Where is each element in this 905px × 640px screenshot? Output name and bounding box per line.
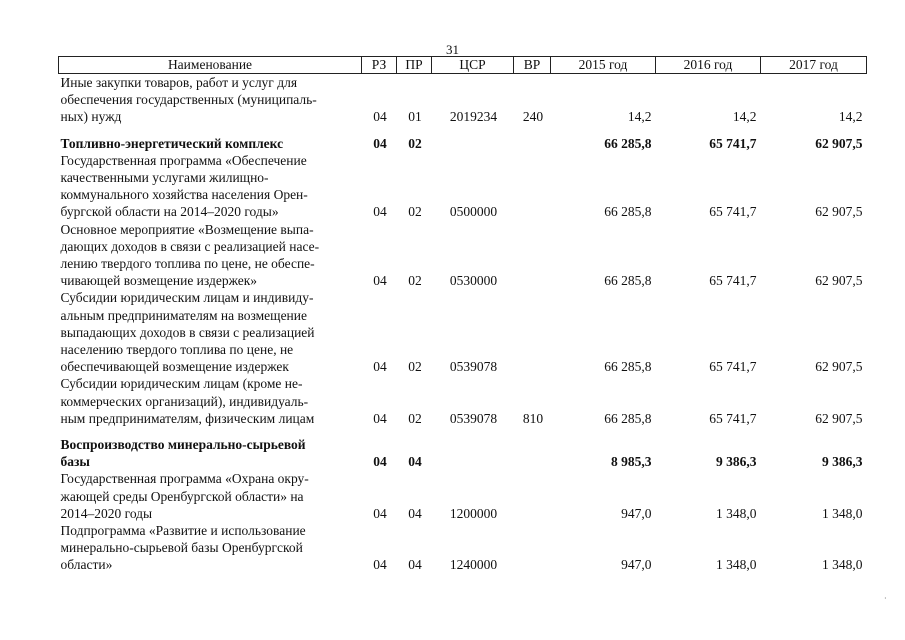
cell-pr: 01	[408, 109, 422, 125]
cell-2015: 947,0	[621, 557, 652, 573]
cell-vr	[514, 289, 551, 375]
header-pr: ПР	[397, 57, 432, 74]
cell-vr	[514, 221, 551, 290]
cell-name: Топливно-энергетический комплекс	[60, 135, 284, 151]
cell-name: Иные закупки товаров, работ и услуг для обеспечения государственных (муниципаль- ных) нужд	[60, 75, 317, 125]
cell-2015: 947,0	[621, 505, 652, 521]
cell-pr: 02	[408, 273, 422, 289]
cell-2017: 14,2	[838, 109, 863, 125]
cell-name: Субсидии юридическим лицам (кроме не- коммерческих организаций), индивидуаль- ным предпринимателям, физическим лицам	[60, 376, 315, 426]
table-row	[59, 152, 867, 221]
cell-rz: 04	[373, 359, 387, 375]
cell-csr: 2019234	[449, 109, 498, 125]
table-row	[59, 427, 867, 470]
cell-rz: 04	[373, 135, 387, 151]
header-2015: 2015 год	[551, 57, 656, 74]
cell-2017: 62 907,5	[815, 410, 863, 426]
cell-vr	[514, 126, 551, 152]
cell-vr	[514, 152, 551, 221]
page-number: 31	[446, 42, 459, 57]
cell-csr: 0539078	[449, 410, 498, 426]
header-csr: ЦСР	[432, 57, 514, 74]
cell-csr	[432, 427, 514, 470]
cell-pr: 04	[408, 454, 422, 470]
cell-rz: 04	[373, 109, 387, 125]
cell-2016: 1 348,0	[716, 557, 757, 573]
cell-2016: 65 741,7	[709, 410, 757, 426]
table-header	[59, 57, 867, 74]
cell-2016: 65 741,7	[709, 204, 757, 220]
header-vr: ВР	[514, 57, 551, 74]
cell-2017: 62 907,5	[815, 273, 863, 289]
budget-table	[58, 56, 867, 574]
cell-2017: 9 386,3	[822, 454, 863, 470]
cell-vr: 810	[522, 410, 544, 426]
cell-2015: 8 985,3	[611, 454, 652, 470]
cell-2016: 65 741,7	[709, 273, 757, 289]
cell-csr	[432, 126, 514, 152]
cell-2015: 14,2	[627, 109, 652, 125]
header-2017: 2017 год	[761, 57, 867, 74]
table-body	[59, 74, 867, 574]
cell-2015: 66 285,8	[604, 410, 652, 426]
cell-name: Субсидии юридическим лицам и индивиду- альным предпринимателям на возмещение выпадающих доходов в связи с реализацией населению твердого топлива по цене, не обеспечивающей возмещение издержек	[60, 290, 315, 375]
table-row	[59, 522, 867, 574]
cell-pr: 02	[408, 135, 422, 151]
cell-2016: 14,2	[732, 109, 757, 125]
cell-2016: 65 741,7	[709, 135, 757, 151]
cell-2015: 66 285,8	[604, 359, 652, 375]
cell-2016: 1 348,0	[716, 505, 757, 521]
cell-vr	[514, 470, 551, 522]
cell-name: Основное мероприятие «Возмещение выпа- дающих доходов в связи с реализацией насе- лению твердого топлива по цене, не обеспе- чивающей возмещение издержек»	[60, 221, 320, 289]
cell-csr: 0539078	[449, 359, 498, 375]
cell-2015: 66 285,8	[604, 135, 652, 151]
table-row	[59, 375, 867, 427]
cell-2015: 66 285,8	[604, 273, 652, 289]
cell-rz: 04	[373, 557, 387, 573]
cell-2016: 65 741,7	[709, 359, 757, 375]
cell-2017: 1 348,0	[822, 505, 863, 521]
cell-csr: 1240000	[449, 557, 498, 573]
cell-rz: 04	[373, 273, 387, 289]
cell-pr: 02	[408, 204, 422, 220]
cell-pr: 02	[408, 359, 422, 375]
header-name: Наименование	[59, 57, 362, 74]
cell-name: Воспроизводство минерально-сырьевой базы	[60, 437, 306, 470]
cell-pr: 04	[408, 505, 422, 521]
table-row	[59, 74, 867, 126]
table-row	[59, 470, 867, 522]
cell-2015: 66 285,8	[604, 204, 652, 220]
cell-2017: 62 907,5	[815, 359, 863, 375]
cell-name: Подпрограмма «Развитие и использование минерально-сырьевой базы Оренбургской области»	[60, 523, 306, 573]
cell-pr: 04	[408, 557, 422, 573]
cell-vr: 240	[522, 109, 544, 125]
header-2016: 2016 год	[656, 57, 761, 74]
cell-vr	[514, 427, 551, 470]
cell-2017: 62 907,5	[815, 135, 863, 151]
cell-2017: 1 348,0	[822, 557, 863, 573]
margin-mark: ·	[884, 594, 887, 603]
cell-name: Государственная программа «Охрана окру- жающей среды Оренбургской области» на 2014–2020 годы	[60, 471, 309, 521]
cell-pr: 02	[408, 410, 422, 426]
cell-name: Государственная программа «Обеспечение качественными услугами жилищно- коммунального хозяйства населения Орен- бургской области на 2014–2020 годы»	[60, 152, 308, 220]
cell-rz: 04	[373, 410, 387, 426]
cell-rz: 04	[373, 505, 387, 521]
table-row	[59, 289, 867, 375]
cell-rz: 04	[373, 204, 387, 220]
cell-csr: 1200000	[449, 505, 498, 521]
cell-rz: 04	[373, 454, 387, 470]
header-rz: РЗ	[362, 57, 397, 74]
cell-2016: 9 386,3	[716, 454, 757, 470]
table-row	[59, 126, 867, 152]
cell-csr: 0530000	[449, 273, 498, 289]
cell-csr: 0500000	[449, 204, 498, 220]
cell-vr	[514, 522, 551, 574]
cell-2017: 62 907,5	[815, 204, 863, 220]
table-row	[59, 221, 867, 290]
